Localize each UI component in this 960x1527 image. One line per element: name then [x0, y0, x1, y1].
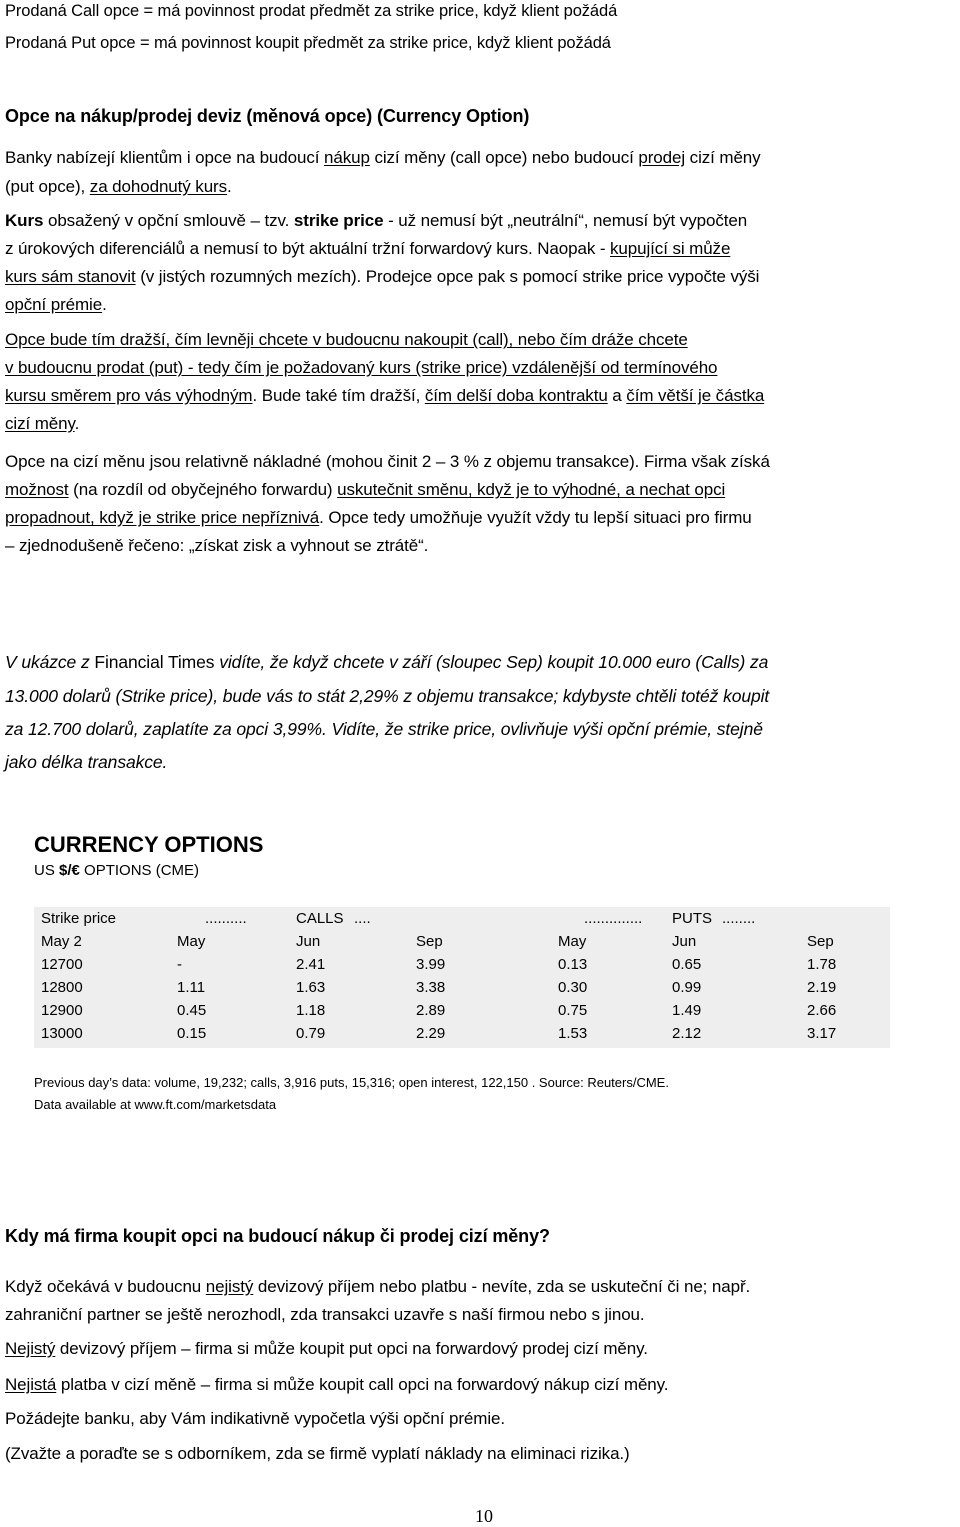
table-cell: 2.29 [416, 1025, 446, 1042]
when-line2: zahraniční partner se ještě nerozhodl, zda transakci uzavře s naší firmou nebo s jinou. [5, 1305, 645, 1324]
table-cell: May 2 [41, 933, 82, 950]
table-header-row [34, 907, 890, 930]
currency-options-title: CURRENCY OPTIONS [34, 832, 264, 857]
table-cell: 2.89 [416, 1002, 446, 1019]
currency-option-p2-line3: kurs sám stanovit (v jistých rozumných mezích). Prodejce opce pak s pomocí strike price vypočte výši [5, 267, 760, 286]
example-line2: 13.000 dolarů (Strike price), bude vás to stát 2,29% z objemu transakce; kdybyste chtěli totéž koupit [5, 686, 770, 706]
table-cell: Sep [807, 933, 834, 950]
header-dots: ........ [722, 910, 756, 927]
currency-option-p2-line1: Kurs obsažený v opční smlouvě – tzv. strike price - už nemusí být „neutrální“, nemusí být vypočten [5, 211, 748, 230]
example-line4: jako délka transakce. [5, 752, 168, 772]
header-calls: CALLS [296, 910, 344, 927]
table-cell: 0.30 [558, 979, 588, 996]
table-cell: 3.38 [416, 979, 446, 996]
table-row [34, 999, 890, 1022]
currency-option-p3-line1: Opce bude tím dražší, čím levněji chcete v budoucnu nakoupit (call), nebo čím dráže chcete [5, 330, 688, 349]
table-cell: 2.19 [807, 979, 837, 996]
table-data-link-note: Data available at www.ft.com/marketsdata [34, 1097, 277, 1112]
table-cell: Jun [296, 933, 321, 950]
currency-option-p3-line4: cizí měny. [5, 414, 80, 433]
table-cell: May [558, 933, 587, 950]
page-number: 10 [475, 1506, 493, 1526]
when-to-buy-heading: Kdy má firma koupit opci na budoucí nákup či prodej cizí měny? [5, 1226, 550, 1246]
header-strike-price: Strike price [41, 910, 117, 927]
table-cell: 0.45 [177, 1002, 207, 1019]
sold-call-definition: Prodaná Call opce = má povinnost prodat předmět za strike price, když klient požádá [5, 2, 618, 20]
table-cell: 12900 [41, 1002, 83, 1019]
table-cell: 1.53 [558, 1025, 588, 1042]
example-line1: V ukázce z Financial Times vidíte, že když chcete v září (sloupec Sep) koupit 10.000 euro (Calls) za [5, 652, 769, 672]
table-cell: 0.99 [672, 979, 702, 996]
currency-option-p4-line4: – zjednodušeně řečeno: „získat zisk a vyhnout se ztrátě“. [5, 536, 429, 555]
table-cell: 3.17 [807, 1025, 837, 1042]
example-line3: za 12.700 dolarů, zaplatíte za opci 3,99%. Vidíte, že strike price, ovlivňuje výši opční prémie, stejně [5, 719, 763, 739]
when-line3: Nejistý devizový příjem – firma si může koupit put opci na forwardový prodej cizí měny. [5, 1339, 648, 1358]
table-cell: 0.75 [558, 1002, 588, 1019]
table-row [34, 1022, 890, 1045]
when-line1: Když očekává v budoucnu nejistý devizový příjem nebo platbu - nevíte, zda se uskuteční či ne; např. [5, 1277, 751, 1296]
when-line5: Požádejte banku, aby Vám indikativně vypočetla výši opční prémie. [5, 1409, 505, 1428]
table-cell: 1.11 [177, 979, 206, 996]
currency-option-heading: Opce na nákup/prodej deviz (měnová opce) (Currency Option) [5, 106, 530, 126]
table-cell: 1.78 [807, 956, 837, 973]
table-cell: Jun [672, 933, 697, 950]
when-line4: Nejistá platba v cizí měně – firma si může koupit call opci na forwardový nákup cizí měny. [5, 1375, 669, 1394]
table-row [34, 976, 890, 999]
when-line6: (Zvažte a poraďte se s odborníkem, zda se firmě vyplatí náklady na eliminaci rizika.) [5, 1444, 630, 1463]
header-dots: .......... [205, 910, 247, 927]
currency-option-p3-line3: kursu směrem pro vás výhodným. Bude také tím dražší, čím delší doba kontraktu a čím větší je částka [5, 386, 765, 405]
header-dots: .... [354, 910, 371, 927]
header-puts: PUTS [672, 910, 713, 927]
sold-put-definition: Prodaná Put opce = má povinnost koupit předmět za strike price, když klient požádá [5, 34, 611, 52]
currency-option-p3-line2: v budoucnu prodat (put) - tedy čím je požadovaný kurs (strike price) vzdálenější od termínového [5, 358, 718, 377]
currency-option-p1-line2: (put opce), za dohodnutý kurs. [5, 177, 232, 196]
table-cell: 12700 [41, 956, 83, 973]
table-source-note: Previous day’s data: volume, 19,232; calls, 3,916 puts, 15,316; open interest, 122,150 . Source: Reuters/CME. [34, 1075, 669, 1090]
table-cell: 12800 [41, 979, 83, 996]
currency-option-p4-line2: možnost (na rozdíl od obyčejného forwardu) uskutečnit směnu, když je to výhodné, a nechat opci [5, 480, 726, 499]
currency-option-p4-line3: propadnout, když je strike price nepříznivá. Opce tedy umožňuje využít vždy tu lepší situaci pro firmu [5, 508, 752, 527]
table-cell: 1.49 [672, 1002, 702, 1019]
table-cell: 1.63 [296, 979, 326, 996]
table-row [34, 953, 890, 976]
table-month-row [34, 930, 890, 953]
table-cell: 0.79 [296, 1025, 326, 1042]
table-cell: 0.13 [558, 956, 588, 973]
currency-options-subtitle: US $/€ OPTIONS (CME) [34, 862, 200, 879]
currency-option-p4-line1: Opce na cizí měnu jsou relativně nákladné (mohou činit 2 – 3 % z objemu transakce). Firma však získá [5, 452, 770, 471]
table-cell: 2.41 [296, 956, 326, 973]
table-cell: May [177, 933, 206, 950]
table-cell: 2.66 [807, 1002, 837, 1019]
table-cell: 3.99 [416, 956, 446, 973]
table-cell: 0.65 [672, 956, 702, 973]
header-dots: .............. [584, 910, 643, 927]
table-cell: 2.12 [672, 1025, 702, 1042]
table-cell: 13000 [41, 1025, 83, 1042]
table-cell: - [177, 956, 182, 973]
table-cell: 1.18 [296, 1002, 326, 1019]
currency-option-p2-line4: opční prémie. [5, 295, 107, 314]
currency-option-p1-line1: Banky nabízejí klientům i opce na budoucí nákup cizí měny (call opce) nebo budoucí prodej cizí měny [5, 148, 761, 167]
currency-options-table [34, 907, 890, 1048]
currency-option-p2-line2: z úrokových diferenciálů a nemusí to být aktuální tržní forwardový kurs. Naopak - kupující si může [5, 239, 731, 258]
table-cell: 0.15 [177, 1025, 207, 1042]
table-cell: Sep [416, 933, 443, 950]
